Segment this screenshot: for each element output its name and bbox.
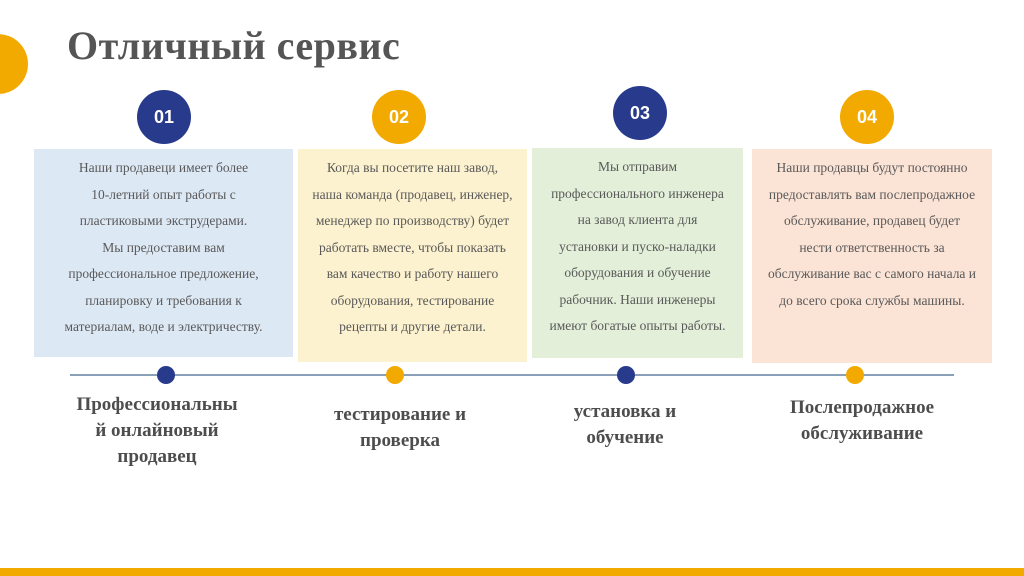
step-2-description: Когда вы посетите наш завод, наша команда (продавец, инженер, менеджер по производству) будет работать вместе, чтобы показать вам качество и работу нашего оборудования, тестирование рецепты и другие детали.: [312, 160, 513, 334]
timeline-dot-1: [157, 366, 175, 384]
step-1-number-badge: 01: [137, 90, 191, 144]
step-4-number-badge: 04: [840, 90, 894, 144]
bottom-accent-bar: [0, 568, 1024, 576]
step-3-label: установка и обучение: [573, 401, 677, 448]
step-3-number-badge: 03: [613, 86, 667, 140]
step-3-card: [532, 148, 743, 358]
step-1-description: Наши продавеци имеет более 10-летний опыт работы с пластиковыми экструдерами. Мы предоставим вам профессиональное предложение, планировку и требования к материалам, воде и электричеству.: [64, 160, 263, 334]
step-4-description: Наши продавцы будут постоянно предоставлять вам послепродажное обслуживание, продавец будет нести ответственность за обслуживание вас с самого начала и до всего срока службы машины.: [767, 160, 977, 308]
timeline-dot-4: [846, 366, 864, 384]
step-3-description: Мы отправим профессионального инженера на завод клиента для установки и пуско-наладки оборудования и обучение рабочник. Наши инженеры имеют богатые опыты работы.: [549, 159, 726, 333]
step-2-number-badge: 02: [372, 90, 426, 144]
step-1-card: [34, 149, 293, 357]
decorative-corner-circle: [0, 34, 28, 94]
step-1-label: Профессиональны й онлайновый продавец: [76, 394, 238, 467]
timeline-dot-2: [386, 366, 404, 384]
timeline-dot-3: [617, 366, 635, 384]
step-4-card: [752, 149, 992, 363]
step-2-card: [298, 149, 527, 362]
timeline-line: [70, 374, 954, 376]
step-4-label: Послепродажное обслуживание: [789, 397, 935, 444]
step-2-label: тестирование и проверка: [333, 404, 467, 451]
slide-title: Отличный сервис: [67, 23, 401, 68]
